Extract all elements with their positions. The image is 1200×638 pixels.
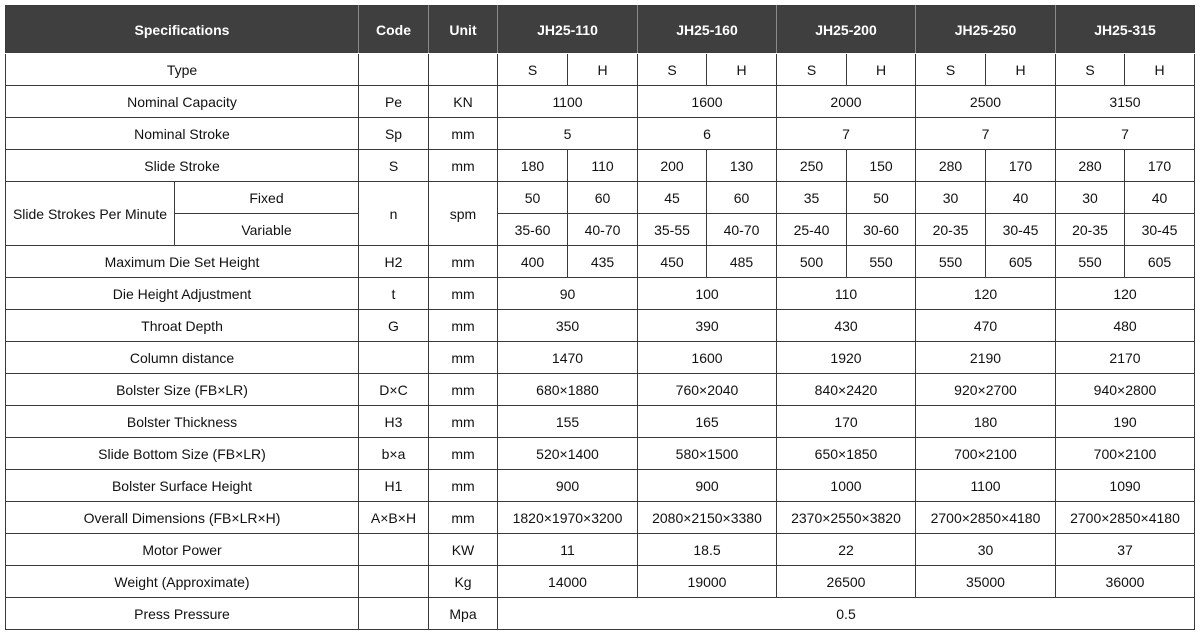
value-cell: 900 xyxy=(498,470,638,502)
row-unit: mm xyxy=(429,470,498,502)
row-label: Die Height Adjustment xyxy=(6,278,359,310)
value-cell: 190 xyxy=(1056,406,1195,438)
header-model: JH25-250 xyxy=(916,6,1056,54)
value-cell: 35-60 xyxy=(498,214,568,246)
value-cell: S xyxy=(498,54,568,86)
value-cell: 5 xyxy=(498,118,638,150)
value-cell: 605 xyxy=(986,246,1056,278)
row-label: Motor Power xyxy=(6,534,359,566)
row-nominal-stroke xyxy=(6,118,1195,150)
value-cell: 110 xyxy=(568,150,638,182)
value-cell: 920×2700 xyxy=(916,374,1056,406)
row-unit: mm xyxy=(429,278,498,310)
row-unit: mm xyxy=(429,150,498,182)
value-cell: 150 xyxy=(847,150,916,182)
row-label: Column distance xyxy=(6,342,359,374)
row-label: Type xyxy=(6,54,359,86)
row-code: Pe xyxy=(359,86,429,118)
row-label: Nominal Stroke xyxy=(6,118,359,150)
row-label: Weight (Approximate) xyxy=(6,566,359,598)
row-unit: mm xyxy=(429,118,498,150)
row-label: Slide Strokes Per Minute xyxy=(6,182,175,246)
row-code: H3 xyxy=(359,406,429,438)
row-unit: mm xyxy=(429,246,498,278)
value-cell: 680×1880 xyxy=(498,374,638,406)
value-cell: 840×2420 xyxy=(777,374,916,406)
row-label: Nominal Capacity xyxy=(6,86,359,118)
value-cell: 520×1400 xyxy=(498,438,638,470)
row-label: Overall Dimensions (FB×LR×H) xyxy=(6,502,359,534)
value-cell: S xyxy=(1056,54,1125,86)
value-cell: 110 xyxy=(777,278,916,310)
row-unit: mm xyxy=(429,502,498,534)
value-cell: 485 xyxy=(707,246,777,278)
value-cell: 2170 xyxy=(1056,342,1195,374)
header-specifications: Specifications xyxy=(6,6,359,54)
row-code xyxy=(359,54,429,86)
value-cell: 90 xyxy=(498,278,638,310)
header-row xyxy=(6,6,1195,54)
value-cell: 7 xyxy=(1056,118,1195,150)
value-cell: 700×2100 xyxy=(916,438,1056,470)
row-slide-bottom-size xyxy=(6,438,1195,470)
header-model: JH25-160 xyxy=(638,6,777,54)
value-cell: 170 xyxy=(777,406,916,438)
value-cell: 60 xyxy=(568,182,638,214)
value-cell: 26500 xyxy=(777,566,916,598)
value-cell: 40 xyxy=(986,182,1056,214)
value-cell: 280 xyxy=(1056,150,1125,182)
row-bolster-thickness xyxy=(6,406,1195,438)
value-cell: 1000 xyxy=(777,470,916,502)
row-code: S xyxy=(359,150,429,182)
value-cell: 50 xyxy=(847,182,916,214)
row-sublabel: Fixed xyxy=(175,182,359,214)
row-unit: KN xyxy=(429,86,498,118)
value-cell: 2190 xyxy=(916,342,1056,374)
value-cell: 480 xyxy=(1056,310,1195,342)
value-cell: 0.5 xyxy=(498,598,1195,630)
value-cell: 350 xyxy=(498,310,638,342)
value-cell: 20-35 xyxy=(916,214,986,246)
value-cell: 180 xyxy=(916,406,1056,438)
value-cell: H xyxy=(568,54,638,86)
value-cell: 35000 xyxy=(916,566,1056,598)
row-type xyxy=(6,54,1195,86)
value-cell: 550 xyxy=(1056,246,1125,278)
row-label: Slide Bottom Size (FB×LR) xyxy=(6,438,359,470)
row-die-height-adjustment xyxy=(6,278,1195,310)
value-cell: 650×1850 xyxy=(777,438,916,470)
value-cell: 155 xyxy=(498,406,638,438)
value-cell: H xyxy=(707,54,777,86)
row-unit xyxy=(429,54,498,86)
value-cell: 20-35 xyxy=(1056,214,1125,246)
value-cell: 40-70 xyxy=(707,214,777,246)
value-cell: 2370×2550×3820 xyxy=(777,502,916,534)
value-cell: 7 xyxy=(777,118,916,150)
row-code: G xyxy=(359,310,429,342)
value-cell: 2700×2850×4180 xyxy=(916,502,1056,534)
row-slide-stroke xyxy=(6,150,1195,182)
value-cell: 400 xyxy=(498,246,568,278)
value-cell: 470 xyxy=(916,310,1056,342)
value-cell: 200 xyxy=(638,150,707,182)
row-code: b×a xyxy=(359,438,429,470)
value-cell: 60 xyxy=(707,182,777,214)
value-cell: 1090 xyxy=(1056,470,1195,502)
value-cell: 120 xyxy=(916,278,1056,310)
row-code: H1 xyxy=(359,470,429,502)
row-unit: KW xyxy=(429,534,498,566)
value-cell: 250 xyxy=(777,150,847,182)
row-code xyxy=(359,534,429,566)
value-cell: 40 xyxy=(1125,182,1195,214)
row-unit: mm xyxy=(429,406,498,438)
value-cell: S xyxy=(777,54,847,86)
value-cell: 30 xyxy=(1056,182,1125,214)
value-cell: 35 xyxy=(777,182,847,214)
row-code: D×C xyxy=(359,374,429,406)
row-unit: mm xyxy=(429,374,498,406)
row-motor-power xyxy=(6,534,1195,566)
value-cell: 1820×1970×3200 xyxy=(498,502,638,534)
row-code: n xyxy=(359,182,429,246)
header-unit: Unit xyxy=(429,6,498,54)
value-cell: S xyxy=(916,54,986,86)
row-code: A×B×H xyxy=(359,502,429,534)
value-cell: 100 xyxy=(638,278,777,310)
value-cell: 605 xyxy=(1125,246,1195,278)
value-cell: 2500 xyxy=(916,86,1056,118)
value-cell: 3150 xyxy=(1056,86,1195,118)
value-cell: 30-45 xyxy=(986,214,1056,246)
row-code xyxy=(359,566,429,598)
row-code: H2 xyxy=(359,246,429,278)
value-cell: 500 xyxy=(777,246,847,278)
row-label: Throat Depth xyxy=(6,310,359,342)
value-cell: 1470 xyxy=(498,342,638,374)
value-cell: 120 xyxy=(1056,278,1195,310)
row-press-pressure xyxy=(6,598,1195,630)
row-throat-depth xyxy=(6,310,1195,342)
value-cell: 22 xyxy=(777,534,916,566)
value-cell: 50 xyxy=(498,182,568,214)
header-code: Code xyxy=(359,6,429,54)
value-cell: 1920 xyxy=(777,342,916,374)
row-label: Bolster Surface Height xyxy=(6,470,359,502)
row-code xyxy=(359,342,429,374)
value-cell: 900 xyxy=(638,470,777,502)
row-code: Sp xyxy=(359,118,429,150)
row-label: Bolster Thickness xyxy=(6,406,359,438)
value-cell: 165 xyxy=(638,406,777,438)
row-unit: mm xyxy=(429,438,498,470)
value-cell: 30 xyxy=(916,534,1056,566)
value-cell: 1600 xyxy=(638,342,777,374)
value-cell: H xyxy=(986,54,1056,86)
value-cell: 45 xyxy=(638,182,707,214)
value-cell: 430 xyxy=(777,310,916,342)
row-unit: mm xyxy=(429,342,498,374)
value-cell: 30-60 xyxy=(847,214,916,246)
value-cell: 2000 xyxy=(777,86,916,118)
row-unit: spm xyxy=(429,182,498,246)
spec-table xyxy=(5,5,1195,630)
row-spm-fixed xyxy=(6,182,1195,214)
value-cell: 2700×2850×4180 xyxy=(1056,502,1195,534)
value-cell: 36000 xyxy=(1056,566,1195,598)
value-cell: 37 xyxy=(1056,534,1195,566)
row-code: t xyxy=(359,278,429,310)
value-cell: 550 xyxy=(847,246,916,278)
row-sublabel: Variable xyxy=(175,214,359,246)
value-cell: 1600 xyxy=(638,86,777,118)
value-cell: 35-55 xyxy=(638,214,707,246)
value-cell: 580×1500 xyxy=(638,438,777,470)
value-cell: H xyxy=(1125,54,1195,86)
header-model: JH25-110 xyxy=(498,6,638,54)
row-unit: Kg xyxy=(429,566,498,598)
row-bolster-surface-height xyxy=(6,470,1195,502)
row-label: Maximum Die Set Height xyxy=(6,246,359,278)
row-unit: mm xyxy=(429,310,498,342)
value-cell: 180 xyxy=(498,150,568,182)
value-cell: 7 xyxy=(916,118,1056,150)
header-model: JH25-200 xyxy=(777,6,916,54)
value-cell: 130 xyxy=(707,150,777,182)
value-cell: H xyxy=(847,54,916,86)
value-cell: 14000 xyxy=(498,566,638,598)
value-cell: 19000 xyxy=(638,566,777,598)
value-cell: 6 xyxy=(638,118,777,150)
row-code xyxy=(359,598,429,630)
row-label: Slide Stroke xyxy=(6,150,359,182)
value-cell: 280 xyxy=(916,150,986,182)
row-spm-variable xyxy=(6,214,1195,246)
value-cell: 25-40 xyxy=(777,214,847,246)
value-cell: 11 xyxy=(498,534,638,566)
row-max-die-set-height xyxy=(6,246,1195,278)
value-cell: 170 xyxy=(1125,150,1195,182)
header-model: JH25-315 xyxy=(1056,6,1195,54)
row-column-distance xyxy=(6,342,1195,374)
value-cell: 18.5 xyxy=(638,534,777,566)
value-cell: 550 xyxy=(916,246,986,278)
value-cell: 170 xyxy=(986,150,1056,182)
value-cell: 435 xyxy=(568,246,638,278)
value-cell: 1100 xyxy=(498,86,638,118)
value-cell: S xyxy=(638,54,707,86)
value-cell: 940×2800 xyxy=(1056,374,1195,406)
value-cell: 390 xyxy=(638,310,777,342)
row-bolster-size xyxy=(6,374,1195,406)
row-overall-dimensions xyxy=(6,502,1195,534)
value-cell: 700×2100 xyxy=(1056,438,1195,470)
value-cell: 30-45 xyxy=(1125,214,1195,246)
row-unit: Mpa xyxy=(429,598,498,630)
row-weight xyxy=(6,566,1195,598)
value-cell: 450 xyxy=(638,246,707,278)
value-cell: 1100 xyxy=(916,470,1056,502)
row-label: Bolster Size (FB×LR) xyxy=(6,374,359,406)
value-cell: 40-70 xyxy=(568,214,638,246)
value-cell: 2080×2150×3380 xyxy=(638,502,777,534)
value-cell: 30 xyxy=(916,182,986,214)
row-nominal-capacity xyxy=(6,86,1195,118)
value-cell: 760×2040 xyxy=(638,374,777,406)
row-label: Press Pressure xyxy=(6,598,359,630)
